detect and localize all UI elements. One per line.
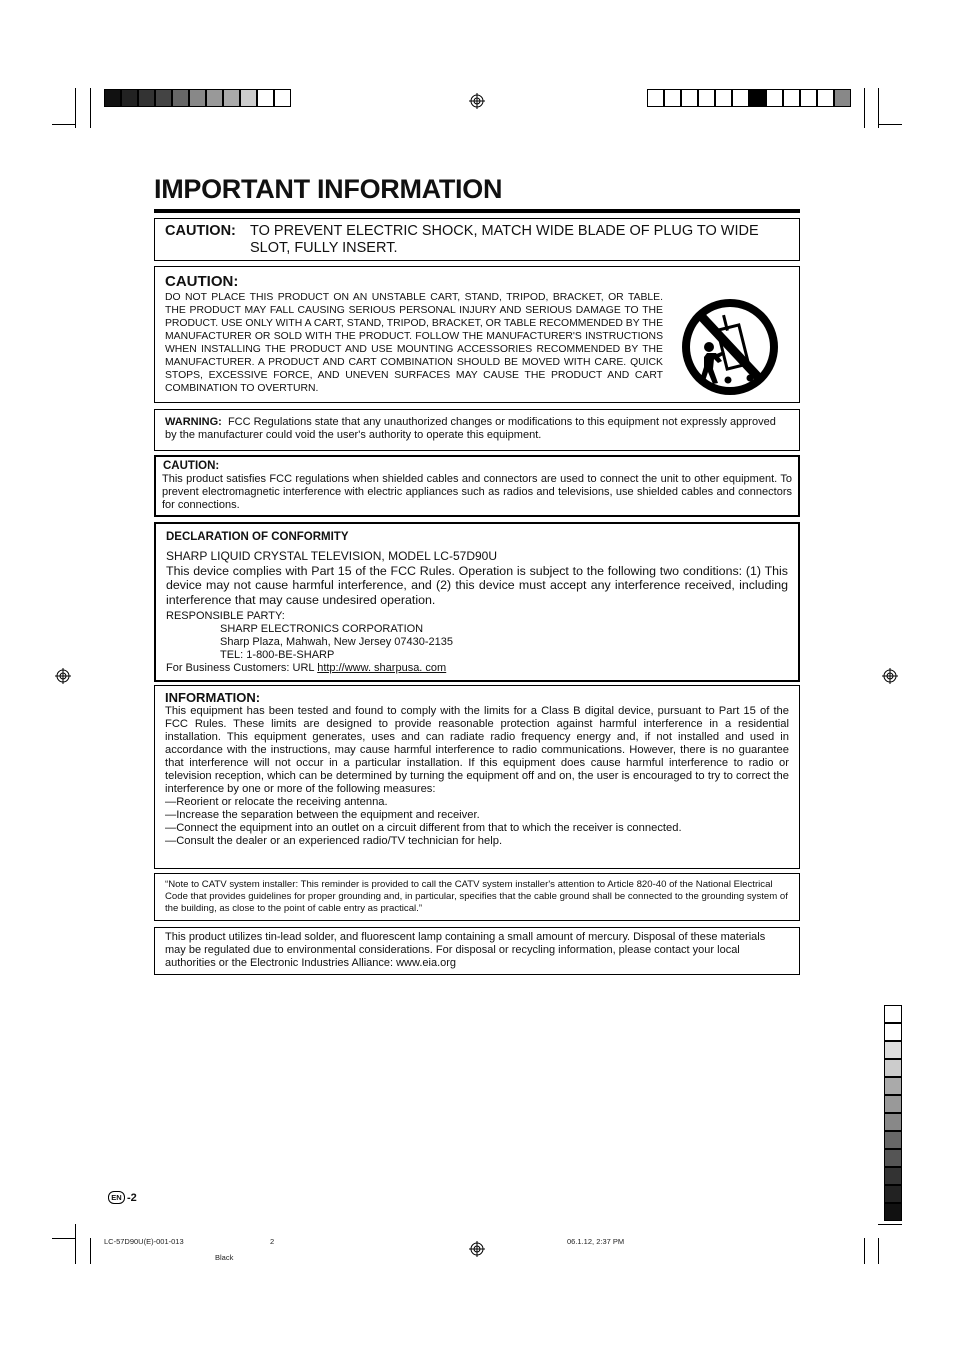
information-box (154, 685, 800, 869)
color-swatch (884, 1059, 902, 1077)
color-swatch (240, 89, 257, 107)
catv-note-box (154, 873, 800, 921)
color-swatch (884, 1167, 902, 1185)
responsible-address: Sharp Plaza, Mahwah, New Jersey 07430-2135 (220, 636, 453, 648)
color-swatch (274, 89, 291, 107)
declaration-text: This device complies with Part 15 of the FCC Rules. Operation is subject to the following two conditions: (1) This device may not cause harmful interference, and (2) this device must accept any interference received, including interference that may cause undesired operation. (166, 563, 788, 607)
registration-mark-icon (469, 1241, 485, 1257)
registration-mark-icon (882, 668, 898, 684)
color-calibration-strip-right (647, 89, 851, 107)
information-text: This equipment has been tested and found to comply with the limits for a Class B digital device, pursuant to Part 15 of the FCC Rules. These limits are designed to provide reasonable protection against harmful interference in a residential installation. This equipment generates, uses and can radiate radio frequency energy and, if not installed and used in accordance with the instructions, may cause harmful interference to radio communications. However, there is no guarantee that interference will not occur in a particular installation. If this equipment does cause harmful interference to radio or television reception, which can be determined by turning the equipment off and on, the user is encouraged to try to correct the interference by one or more of the following measures: (165, 705, 789, 795)
color-swatch (884, 1023, 902, 1041)
color-calibration-strip-vertical (884, 1005, 902, 1221)
color-swatch (884, 1077, 902, 1095)
tip-over-cart-warning-icon (680, 295, 780, 399)
color-swatch (121, 89, 138, 107)
color-swatch (884, 1113, 902, 1131)
footer-file: LC-57D90U(E)-001-013 (104, 1237, 184, 1246)
color-swatch (817, 89, 834, 107)
color-swatch (715, 89, 732, 107)
color-swatch (138, 89, 155, 107)
warning-text: FCC Regulations state that any unauthorized changes or modifications to this equipment not expressly approved by the manufacturer could void the user's authority to operate this equipment. (165, 416, 776, 441)
crop-mark (864, 88, 865, 128)
information-heading: INFORMATION: (165, 690, 261, 705)
caution-cables-box (154, 455, 800, 517)
mercury-note-text: This product utilizes tin-lead solder, and fluorescent lamp containing a small amount of mercury. Disposal of these materials may be regulated due to environmental considerations. For disposal or recycling information, please contact your local authorities or the Electronic Industries Alliance: www.eia.org (165, 931, 766, 969)
warning-label: WARNING: (165, 416, 222, 428)
page-number-value: -2 (127, 1191, 137, 1204)
color-swatch (223, 89, 240, 107)
page-title: IMPORTANT INFORMATION (154, 174, 503, 204)
crop-mark (864, 1238, 865, 1264)
caution-plug-text: TO PREVENT ELECTRIC SHOCK, MATCH WIDE BLADE OF PLUG TO WIDE SLOT, FULLY INSERT. (250, 223, 759, 256)
crop-mark (52, 1238, 76, 1239)
color-swatch (172, 89, 189, 107)
footer-page: 2 (270, 1237, 275, 1246)
color-swatch (681, 89, 698, 107)
declaration-box (154, 522, 800, 682)
color-calibration-strip-left (104, 89, 291, 107)
measure-item: —Connect the equipment into an outlet on a circuit different from that to which the receiver is connected. (165, 822, 682, 834)
sharp-url-link[interactable]: http://www. sharpusa. com (317, 662, 447, 674)
crop-mark (75, 1224, 76, 1264)
color-swatch (884, 1203, 902, 1221)
color-swatch (834, 89, 851, 107)
registration-mark-icon (469, 93, 485, 109)
color-swatch (884, 1095, 902, 1113)
color-swatch (698, 89, 715, 107)
caution-cart-text: DO NOT PLACE THIS PRODUCT ON AN UNSTABLE CART, STAND, TRIPOD, BRACKET, OR TABLE. THE PRODUCT MAY FALL CAUSING SERIOUS PERSONAL INJURY AND SERIOUS DAMAGE TO THE PRODUCT. USE ONLY WITH A CART, STAND, TRIPOD, BRACKET, OR TABLE RECOMMENDED BY THE MANUFACTURER OR SOLD WITH THE PRODUCT. FOLLOW THE MANUFACTURER'S INSTRUCTIONS WHEN INSTALLING THE PRODUCT AND USE MOUNTING ACCESSORIES RECOMMENDED BY THE MANUFACTURER. A PRODUCT AND CART COMBINATION SHOULD BE MOVED WITH CARE. QUICK STOPS, EXCESSIVE FORCE, AND UNEVEN SURFACES MAY CAUSE THE PRODUCT AND CART COMBINATION TO OVERTURN. (165, 292, 663, 394)
declaration-model: SHARP LIQUID CRYSTAL TELEVISION, MODEL LC-57D90U (166, 549, 497, 563)
crop-mark (75, 88, 76, 128)
responsible-company: SHARP ELECTRONICS CORPORATION (220, 623, 424, 635)
crop-mark (878, 1238, 879, 1264)
responsible-party-label: RESPONSIBLE PARTY: (166, 610, 285, 622)
crop-mark (878, 88, 879, 128)
caution-cart-box (154, 266, 800, 403)
crop-mark (52, 124, 76, 125)
color-swatch (783, 89, 800, 107)
crop-mark (90, 88, 91, 128)
color-swatch (884, 1131, 902, 1149)
title-rule (154, 209, 800, 213)
color-swatch (664, 89, 681, 107)
business-prefix: For Business Customers: URL (166, 662, 318, 674)
crop-mark (878, 1224, 902, 1225)
color-swatch (884, 1185, 902, 1203)
page-number (108, 1191, 137, 1204)
crop-mark (90, 1238, 91, 1264)
caution-label: CAUTION: (165, 223, 236, 239)
business-customers-line (166, 662, 788, 675)
color-swatch (189, 89, 206, 107)
registration-mark-icon (55, 668, 71, 684)
footer-color: Black (215, 1253, 234, 1262)
color-swatch (647, 89, 664, 107)
color-swatch (104, 89, 121, 107)
color-swatch (257, 89, 274, 107)
color-swatch (884, 1005, 902, 1023)
responsible-tel: TEL: 1-800-BE-SHARP (220, 649, 335, 661)
color-swatch (766, 89, 783, 107)
color-swatch (884, 1149, 902, 1167)
caution-cables-text: This product satisfies FCC regulations when shielded cables and connectors are used to connect the unit to other equipment. To prevent electromagnetic interference with electric appliances such as radios and televisions, use shielded cables and connectors for connections. (162, 473, 792, 511)
color-swatch (800, 89, 817, 107)
color-swatch (884, 1041, 902, 1059)
measure-item: —Increase the separation between the equipment and receiver. (165, 809, 480, 821)
measure-item: —Reorient or relocate the receiving antenna. (165, 796, 388, 808)
caution-label: CAUTION: (165, 273, 239, 290)
color-swatch (749, 89, 766, 107)
catv-note-text: “Note to CATV system installer: This reminder is provided to call the CATV system installer's attention to Article 820-40 of the National Electrical Code that provides guidelines for proper grounding and, in particular, specifies that the cable ground shall be connected to the grounding system of the building, as close to the point of cable entry as practical.” (165, 879, 788, 914)
color-swatch (155, 89, 172, 107)
color-swatch (732, 89, 749, 107)
color-swatch (206, 89, 223, 107)
measure-item: —Consult the dealer or an experienced radio/TV technician for help. (165, 835, 503, 847)
crop-mark (878, 124, 902, 125)
mercury-note-box (154, 927, 800, 975)
warning-box (154, 409, 800, 451)
footer-date: 06.1.12, 2:37 PM (567, 1237, 625, 1246)
declaration-heading: DECLARATION OF CONFORMITY (166, 531, 349, 543)
language-badge: EN (108, 1191, 125, 1204)
caution-plug-box (154, 218, 800, 261)
caution-label: CAUTION: (163, 460, 220, 472)
